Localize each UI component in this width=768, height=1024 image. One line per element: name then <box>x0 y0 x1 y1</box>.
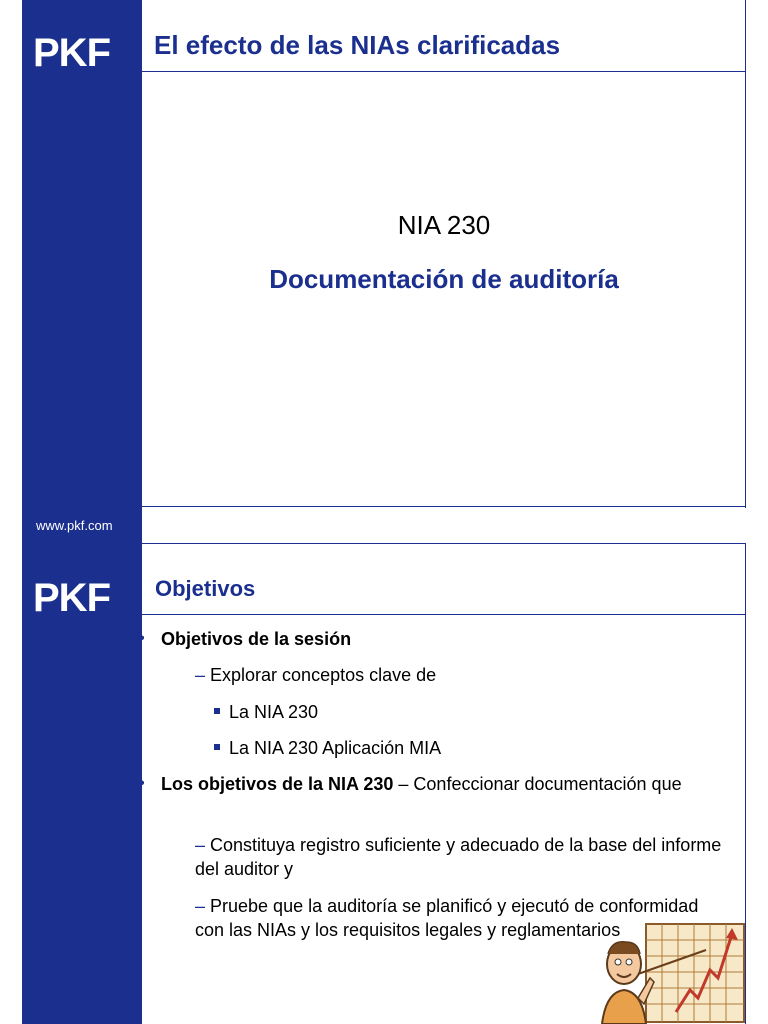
slide-1-title-rule <box>142 71 746 72</box>
slide-2-title: Objetivos <box>155 576 256 601</box>
dash-marker: – <box>195 835 206 855</box>
square-bullet-icon <box>214 708 220 714</box>
dash-text: Constituya registro suficiente y adecuado de la base del informe del auditor y <box>195 835 722 879</box>
slide-1-bottom-border <box>22 506 746 507</box>
slide-1-sidebar <box>22 0 142 508</box>
dash-text: Explorar conceptos clave de <box>205 665 437 685</box>
bullet-session-objectives <box>139 627 729 651</box>
slide-1-right-border <box>745 0 746 508</box>
presenter-chart-cartoon-icon <box>598 920 746 1024</box>
bullet-label: Objetivos de la sesión <box>161 629 352 649</box>
slide-2-title-rule <box>142 614 746 615</box>
website-link[interactable]: www.pkf.com <box>36 518 113 533</box>
bullet-icon: • <box>139 775 145 792</box>
dash-item-record <box>195 833 725 881</box>
sub-item-text: La NIA 230 <box>229 702 319 722</box>
sub-item <box>214 736 441 760</box>
bullet-text: – Confeccionar documentación que <box>393 774 682 794</box>
slide-1 <box>0 0 768 508</box>
pkf-logo: PKF <box>33 576 110 620</box>
slide-1-title: El efecto de las NIAs clarificadas <box>154 30 561 60</box>
dash-marker: – <box>195 896 206 916</box>
nia-subheading: Documentación de auditoría <box>269 264 619 294</box>
dash-text: Pruebe que la auditoría se planificó y ejecutó de conformidad con las NIAs y los requisitos legales y reglamentarios <box>195 896 699 940</box>
pkf-logo: PKF <box>33 31 110 75</box>
nia-heading: NIA 230 <box>397 210 491 240</box>
dash-item-explore <box>195 663 725 687</box>
square-bullet-icon <box>214 744 220 750</box>
sub-item-text: La NIA 230 Aplicación MIA <box>229 738 442 758</box>
bullet-icon: • <box>139 630 145 647</box>
bullet-label: Los objetivos de la NIA 230 <box>161 774 394 794</box>
bullet-nia-objectives <box>139 772 711 796</box>
dash-marker: – <box>195 665 206 685</box>
sub-item <box>214 700 318 724</box>
